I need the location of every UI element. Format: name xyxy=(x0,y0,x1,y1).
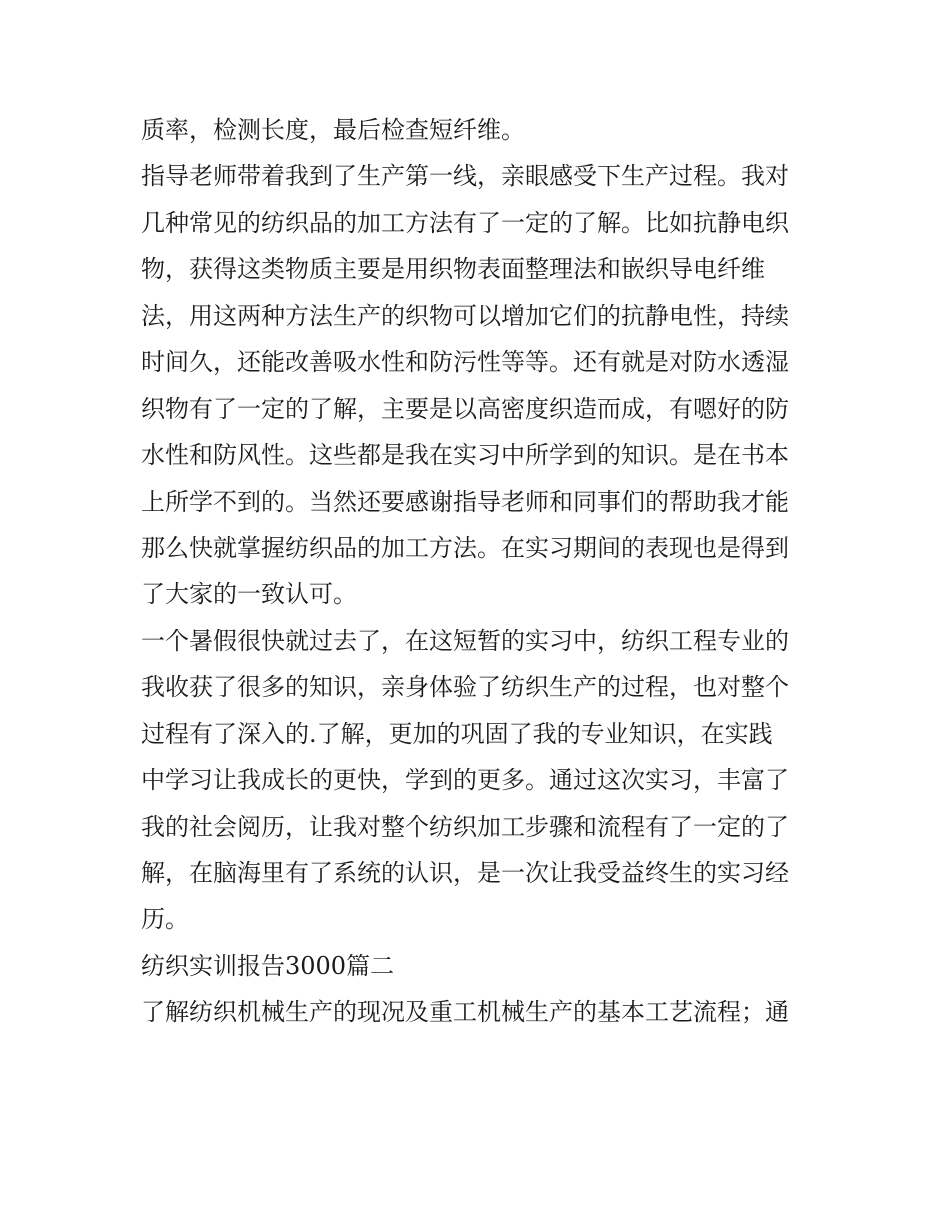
text-line: 水性和防风性。这些都是我在实习中所学到的知识。是在书本 xyxy=(141,441,789,470)
document-body xyxy=(141,107,821,1036)
section-heading: 纺织实训报告3000篇二 xyxy=(141,951,395,980)
text-line: 织物有了一定的了解，主要是以高密度织造而成，有嗯好的防 xyxy=(141,394,789,423)
text-line: 那么快就掌握纺织品的加工方法。在实习期间的表现也是得到 xyxy=(141,533,789,562)
text-line: 中学习让我成长的更快，学到的更多。通过这次实习，丰富了 xyxy=(141,766,789,795)
text-line: 一个暑假很快就过去了，在这短暂的实习中，纺织工程专业的 xyxy=(141,626,789,655)
text-line: 法，用这两种方法生产的织物可以增加它们的抗静电性，持续 xyxy=(141,301,789,330)
text-line: 我的社会阅历，让我对整个纺织加工步骤和流程有了一定的了 xyxy=(141,812,789,841)
text-line: 几种常见的纺织品的加工方法有了一定的了解。比如抗静电织 xyxy=(141,208,789,237)
text-line: 过程有了深入的.了解，更加的巩固了我的专业知识，在实践 xyxy=(141,719,773,748)
text-line: 指导老师带着我到了生产第一线，亲眼感受下生产过程。我对 xyxy=(141,162,789,191)
text-line: 历。 xyxy=(141,905,189,934)
text-line: 质率，检测长度，最后检查短纤维。 xyxy=(141,116,525,144)
text-line: 物，获得这类物质主要是用织物表面整理法和嵌织导电纤维 xyxy=(141,255,765,284)
text-line: 上所学不到的。当然还要感谢指导老师和同事们的帮助我才能 xyxy=(141,487,789,516)
text-line: 了大家的一致认可。 xyxy=(141,580,357,609)
text-line: 我收获了很多的知识，亲身体验了纺织生产的过程，也对整个 xyxy=(141,673,789,702)
text-line: 解，在脑海里有了系统的认识，是一次让我受益终生的实习经 xyxy=(141,859,789,887)
text-line: 时间久，还能改善吸水性和防污性等等。还有就是对防水透湿 xyxy=(141,348,789,377)
text-line: 了解纺织机械生产的现况及重工机械生产的基本工艺流程；通 xyxy=(141,998,789,1027)
